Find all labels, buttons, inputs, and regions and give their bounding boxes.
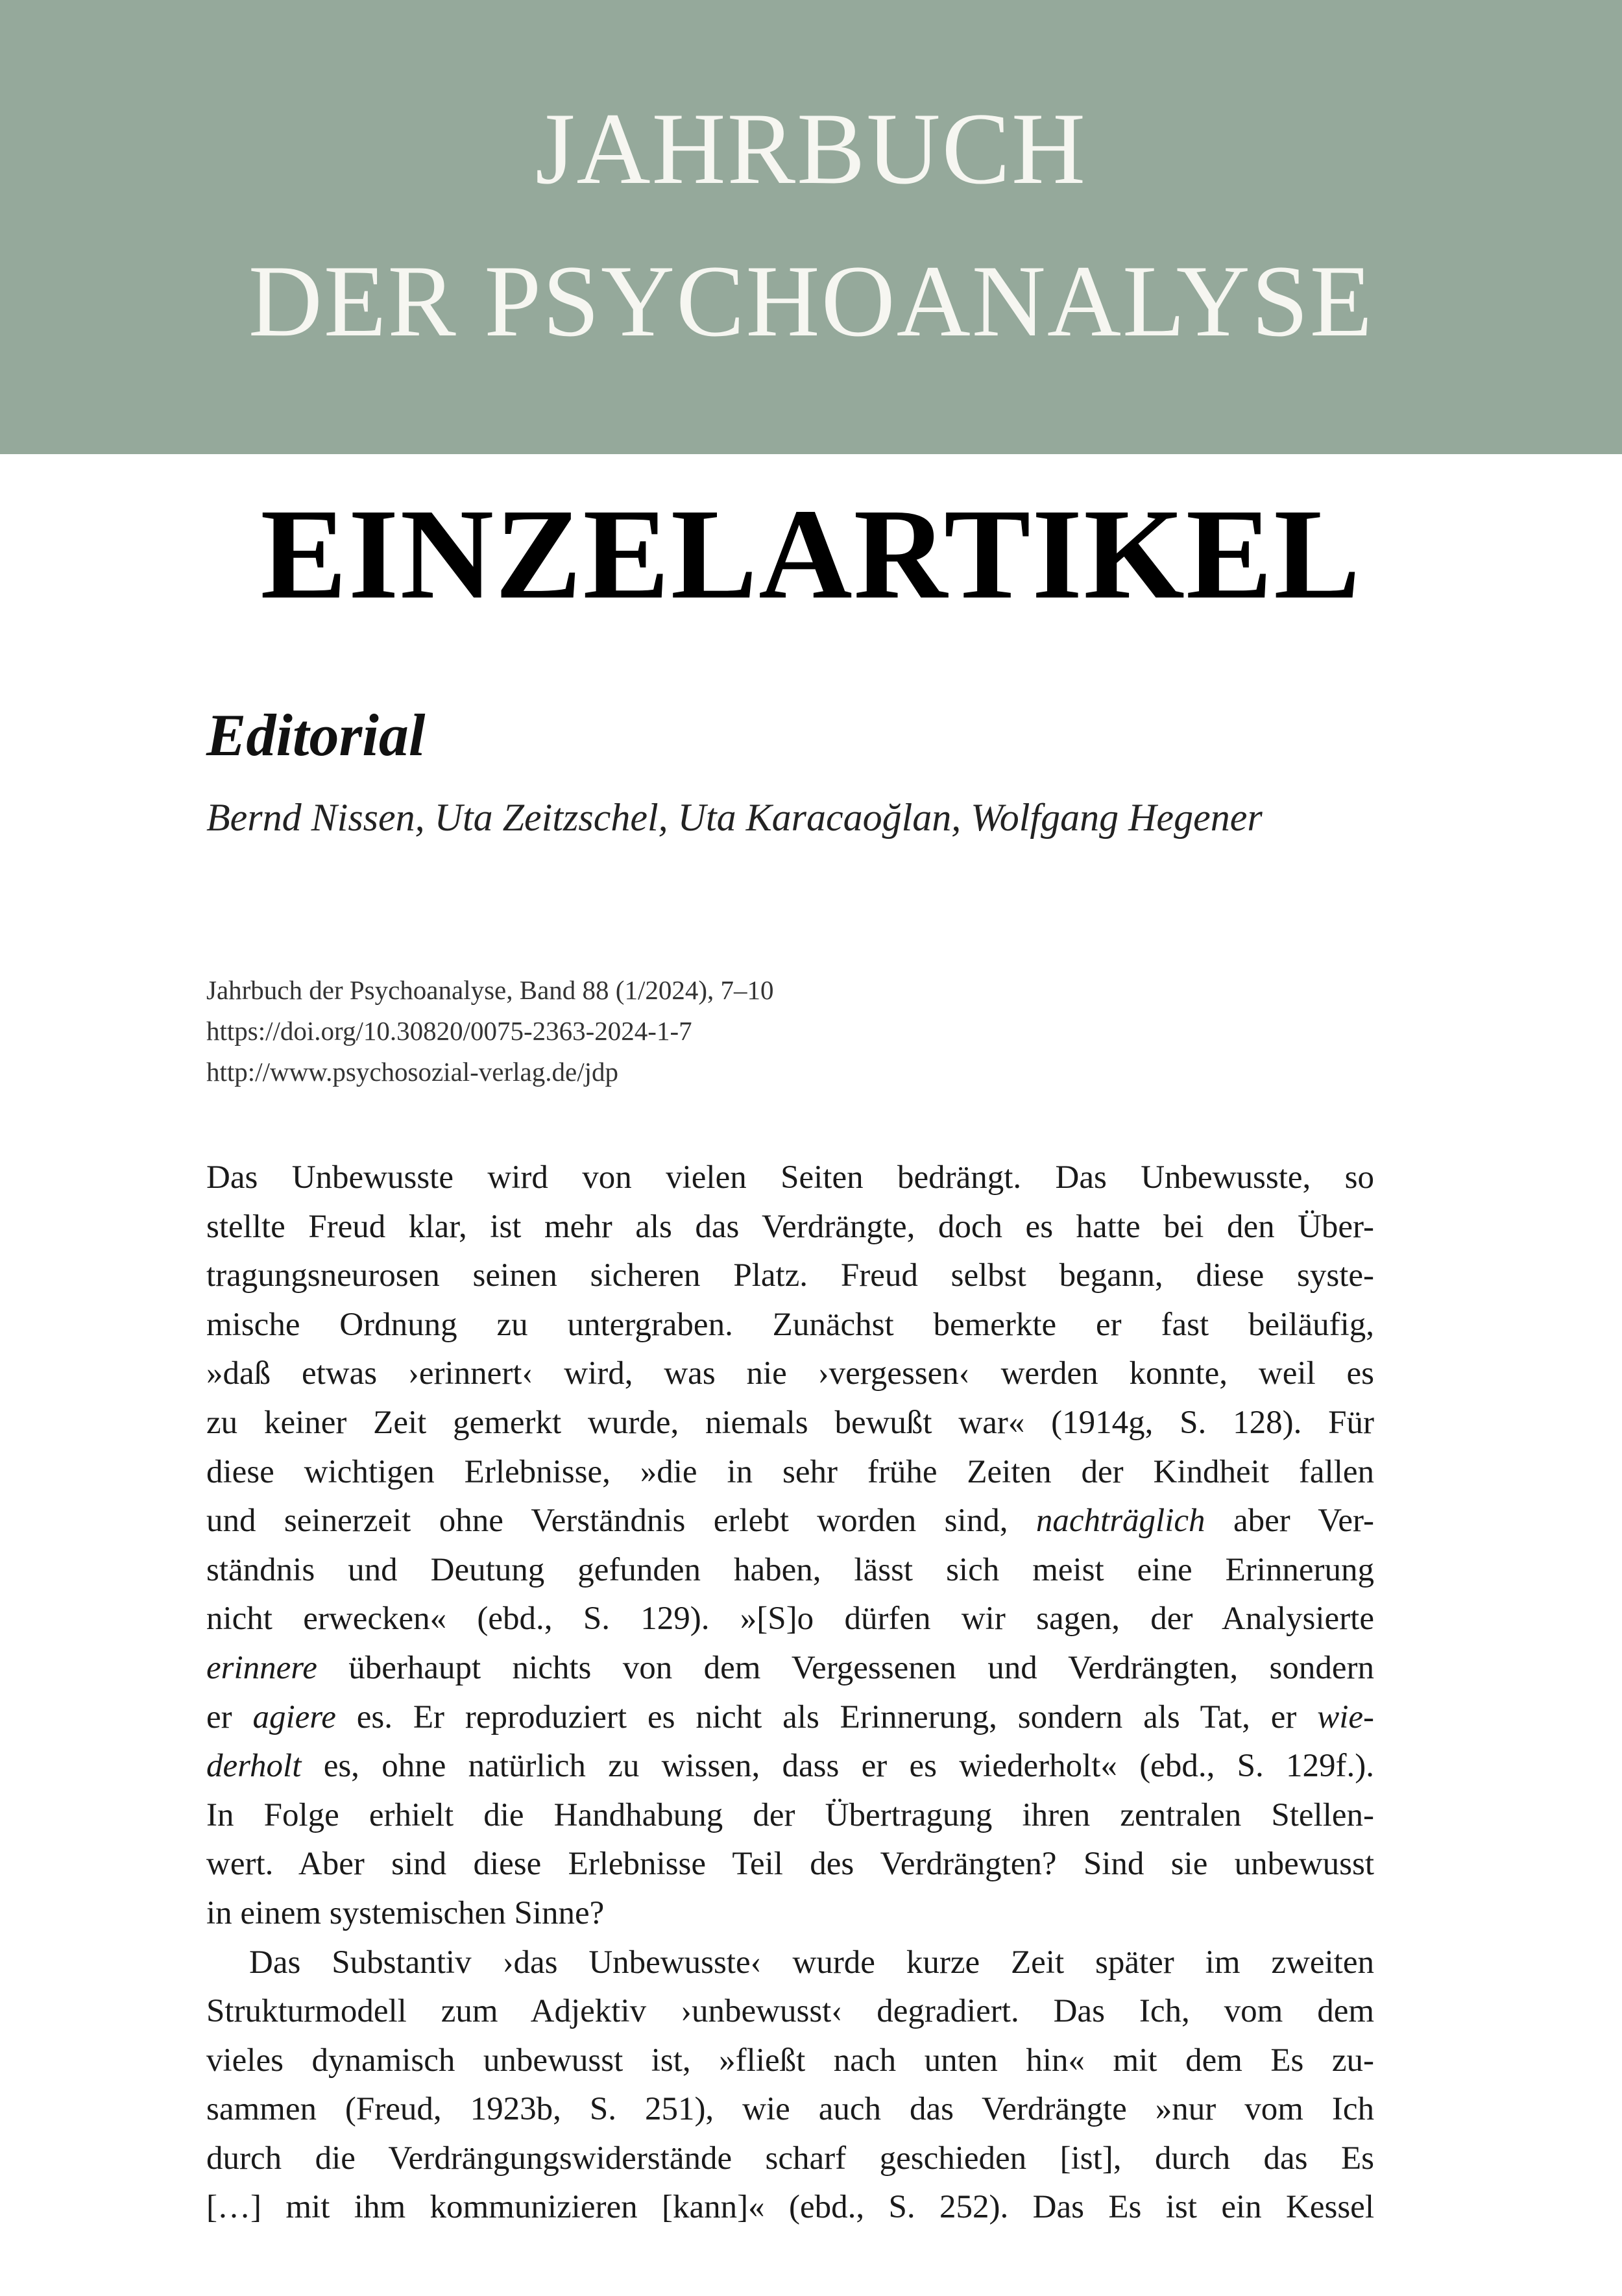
body-line [206, 1399, 1374, 1448]
body-text-segment: es, ohne natürlich zu wissen, dass er es wiederholt« (ebd., S. 129f.). [301, 1748, 1374, 1785]
body-text-segment: aber Ver- [1205, 1503, 1374, 1540]
article-body [206, 1154, 1374, 2232]
body-line [206, 1251, 1374, 1301]
body-text-segment: […] mit ihm kommunizieren [kann]« (ebd., S. 252). Das Es ist ein Kessel [206, 2189, 1374, 2226]
body-line [206, 1840, 1374, 1889]
body-text-segment: in einem systemischen Sinne? [206, 1894, 605, 1931]
body-text-segment: er [206, 1698, 253, 1735]
body-line [206, 1595, 1374, 1644]
body-text-segment: In Folge erhielt die Handhabung der Übertragung ihren zentralen Stellen- [206, 1796, 1374, 1833]
body-line [206, 1791, 1374, 1841]
journal-title-line-2: DER PSYCHOANALYSE [248, 245, 1374, 358]
doi-link[interactable]: https://doi.org/10.30820/0075-2363-2024-1-7 [206, 1016, 692, 1046]
body-text-segment: tragungsneurosen seinen sicheren Platz. Freud selbst begann, diese syste- [206, 1257, 1374, 1294]
article-title: Editorial [206, 702, 426, 768]
body-line [206, 1987, 1374, 2036]
body-text-segment: »daß etwas ›erinnert‹ wird, was nie ›vergessen‹ werden konnte, weil es [206, 1355, 1374, 1392]
body-text-segment: mische Ordnung zu untergraben. Zunächst bemerkte er fast beiläufig, [206, 1306, 1374, 1343]
body-line [206, 1154, 1374, 1203]
body-text-segment: ständnis und Deutung gefunden haben, lässt sich meist eine Erinnerung [206, 1551, 1374, 1588]
body-line [206, 1939, 1374, 1988]
body-text-segment: durch die Verdrängungswiderstände scharf geschieden [ist], durch das Es [206, 2140, 1374, 2177]
body-text-segment: Das Unbewusste wird von vielen Seiten bedrängt. Das Unbewusste, so [206, 1159, 1374, 1196]
body-text-segment: und seinerzeit ohne Verständnis erlebt worden sind, [206, 1503, 1036, 1540]
body-line [206, 1448, 1374, 1497]
body-text-segment: Strukturmodell zum Adjektiv ›unbewusst‹ degradiert. Das Ich, vom dem [206, 1993, 1374, 2030]
body-line [206, 1693, 1374, 1743]
body-line [206, 1349, 1374, 1399]
body-text-segment: wert. Aber sind diese Erlebnisse Teil des Verdrängten? Sind sie unbewusst [206, 1846, 1374, 1883]
italic-text: nachträglich [1035, 1503, 1205, 1540]
italic-text: wie- [1317, 1698, 1374, 1735]
body-text-segment: zu keiner Zeit gemerkt wurde, niemals bewußt war« (1914g, S. 128). Für [206, 1404, 1374, 1441]
body-text-segment: es. Er reproduziert es nicht als Erinnerung, sondern als Tat, er [335, 1698, 1318, 1735]
body-text-segment: stellte Freud klar, ist mehr als das Verdrängte, doch es hatte bei den Über- [206, 1208, 1374, 1245]
publisher-url[interactable]: http://www.psychosozial-verlag.de/jdp [206, 1057, 618, 1087]
body-line [206, 2085, 1374, 2134]
journal-title-line-1: JAHRBUCH [535, 92, 1087, 206]
body-text-segment: diese wichtigen Erlebnisse, »die in sehr frühe Zeiten der Kindheit fallen [206, 1453, 1374, 1490]
body-line [206, 1301, 1374, 1350]
body-line [206, 1742, 1374, 1791]
body-line [206, 1644, 1374, 1693]
citation-block [206, 970, 774, 1093]
body-line [206, 1203, 1374, 1252]
body-line [206, 2036, 1374, 2086]
body-line [206, 1889, 1374, 1939]
body-text-segment: überhaupt nichts von dem Vergessenen und Verdrängten, sondern [317, 1649, 1374, 1686]
body-line [206, 2183, 1374, 2232]
body-text-segment: Das Substantiv ›das Unbewusste‹ wurde kurze Zeit später im zweiten [249, 1944, 1374, 1981]
body-line [206, 1546, 1374, 1595]
section-heading: EINZELARTIKEL [260, 483, 1362, 626]
body-text-segment: nicht erwecken« (ebd., S. 129). »[S]o dürfen wir sagen, der Analysierte [206, 1601, 1374, 1637]
italic-text: derholt [206, 1748, 302, 1785]
body-line [206, 1497, 1374, 1546]
italic-text: erinnere [206, 1649, 317, 1686]
article-authors: Bernd Nissen, Uta Zeitzschel, Uta Karacaoğlan, Wolfgang Hegener [206, 796, 1263, 839]
body-line [206, 2134, 1374, 2184]
citation-line: Jahrbuch der Psychoanalyse, Band 88 (1/2024), 7–10 [206, 975, 774, 1005]
body-text-segment: vieles dynamisch unbewusst ist, »fließt nach unten hin« mit dem Es zu- [206, 2042, 1374, 2079]
body-text-segment: sammen (Freud, 1923b, S. 251), wie auch das Verdrängte »nur vom Ich [206, 2091, 1374, 2128]
italic-text: agiere [252, 1698, 336, 1735]
journal-banner [0, 0, 1622, 454]
